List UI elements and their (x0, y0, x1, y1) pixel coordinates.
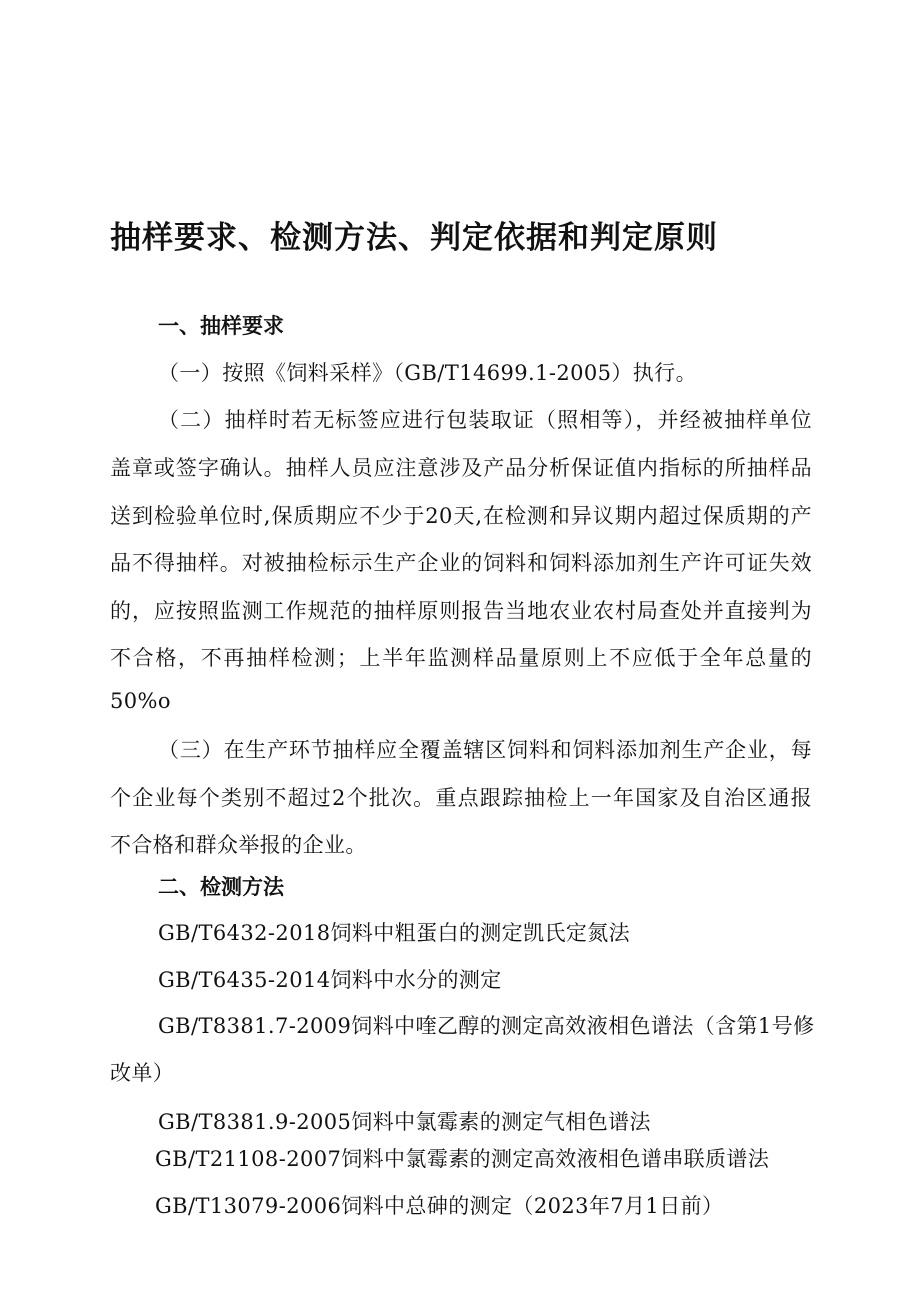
page-title: 抽样要求、检测方法、判定依据和判定原则 (110, 220, 718, 256)
paragraph-line: 品不得抽样。对被抽检标示生产企业的饲料和饲料添加剂生产许可证失效 (110, 551, 812, 575)
paragraph-line: 50%o (110, 689, 171, 713)
method-item: GB/T21108-2007饲料中氯霉素的测定高效液相色谱串联质谱法 (155, 1147, 770, 1171)
paragraph-line: 不合格和群众举报的企业。 (110, 833, 367, 857)
method-item-continuation: 改单） (110, 1061, 175, 1085)
method-item: GB/T13079-2006饲料中总砷的测定（2023年7月1日前） (155, 1194, 724, 1218)
paragraph-line: 盖章或签字确认。抽样人员应注意涉及产品分析保证值内指标的所抽样品 (110, 456, 812, 480)
section-heading-methods: 二、检测方法 (158, 874, 284, 899)
section-heading-sampling: 一、抽样要求 (158, 313, 284, 338)
method-item: GB/T8381.7-2009饲料中喹乙醇的测定高效液相色谱法（含第1号修 (158, 1014, 815, 1038)
method-item: GB/T8381.9-2005饲料中氯霉素的测定气相色谱法 (158, 1110, 651, 1134)
paragraph-line: （二）抽样时若无标签应进行包装取证（照相等），并经被抽样单位 (158, 408, 812, 432)
paragraph-line: （一）按照《饲料采样》（GB/T14699.1-2005）执行。 (158, 361, 697, 385)
paragraph-line: 送到检验单位时,保质期应不少于20天,在检测和异议期内超过保质期的产 (110, 504, 812, 528)
paragraph-line: 不合格，不再抽样检测；上半年监测样品量原则上不应低于全年总量的 (110, 646, 812, 670)
paragraph-line: 的，应按照监测工作规范的抽样原则报告当地农业农村局查处并直接判为 (110, 599, 812, 623)
method-item: GB/T6435-2014饲料中水分的测定 (158, 968, 502, 992)
paragraph-line: 个企业每个类别不超过2个批次。重点跟踪抽检上一年国家及自治区通报 (110, 786, 812, 810)
paragraph-line: （三）在生产环节抽样应全覆盖辖区饲料和饲料添加剂生产企业，每 (158, 738, 812, 762)
method-item: GB/T6432-2018饲料中粗蛋白的测定凯氏定氮法 (158, 921, 631, 945)
